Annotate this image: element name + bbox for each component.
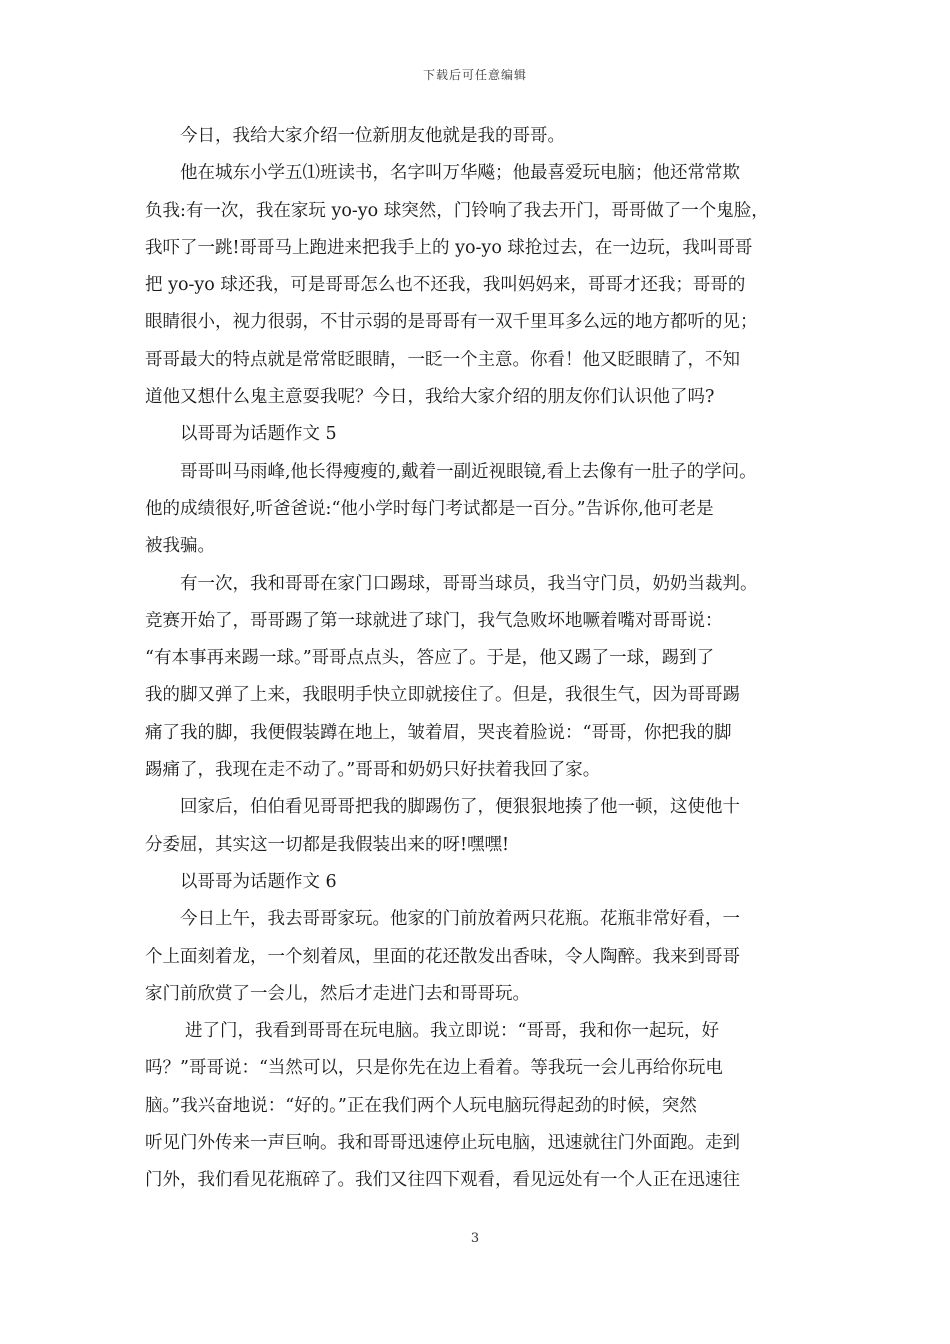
- text-line: 负我:有一次，我在家玩 yo-yo 球突然，门铃响了我去开门，哥哥做了一个鬼脸，: [145, 200, 769, 221]
- body-text: [145, 118, 810, 1200]
- text-line: 回家后，伯伯看见哥哥把我的脚踢伤了，便狠狠地揍了他一顿，这使他十: [180, 797, 740, 818]
- text-line: 把 yo-yo 球还我，可是哥哥怎么也不还我，我叫妈妈来，哥哥才还我；哥哥的: [145, 275, 746, 296]
- text-line: 分委屈，其实这一切都是我假装出来的呀!嘿嘿!: [145, 834, 510, 855]
- text-line: 道他又想什么鬼主意耍我呢？今日，我给大家介绍的朋友你们认识他了吗?: [145, 387, 715, 408]
- text-line: 吗？”哥哥说：“当然可以，只是你先在边上看着。等我玩一会儿再给你玩电: [145, 1058, 723, 1079]
- page-header: 下载后可任意编辑: [422, 68, 527, 82]
- text-line: 他在城东小学五⑴班读书，名字叫万华飚；他最喜爱玩电脑；他还常常欺: [180, 163, 740, 184]
- text-line: 今日，我给大家介绍一位新朋友他就是我的哥哥。: [180, 126, 565, 146]
- text-line: 我吓了一跳!哥哥马上跑进来把我手上的 yo-yo 球抢过去，在一边玩，我叫哥哥: [145, 237, 753, 258]
- text-line: 进了门，我看到哥哥在玩电脑。我立即说：“哥哥，我和你一起玩，好: [185, 1021, 719, 1042]
- text-line: 以哥哥为话题作文 6: [180, 871, 337, 892]
- page-number: 3: [470, 1231, 480, 1246]
- text-line: 我的脚又弹了上来，我眼明手快立即就接住了。但是，我很生气，因为哥哥踢: [145, 685, 740, 706]
- text-line: 脑。”我兴奋地说：“好的。”正在我们两个人玩电脑玩得起劲的时候，突然: [145, 1095, 697, 1116]
- text-line: 他的成绩很好,听爸爸说:“他小学时每门考试都是一百分。”告诉你,他可老是: [145, 498, 714, 519]
- text-line: 踢痛了，我现在走不动了。”哥哥和奶奶只好扶着我回了家。: [145, 760, 601, 781]
- text-line: 眼睛很小，视力很弱，不甘示弱的是哥哥有一双千里耳多么远的地方都听的见；: [145, 312, 758, 333]
- text-line: 个上面刻着龙，一个刻着凤，里面的花还散发出香味，令人陶醉。我来到哥哥: [145, 946, 740, 967]
- text-line: 痛了我的脚，我便假装蹲在地上，皱着眉，哭丧着脸说：“哥哥，你把我的脚: [145, 722, 732, 743]
- text-line: 家门前欣赏了一会儿，然后才走进门去和哥哥玩。: [145, 983, 530, 1004]
- text-line: 门外，我们看见花瓶碎了。我们又往四下观看，看见远处有一个人正在迅速往: [145, 1170, 740, 1191]
- text-line: 哥哥叫马雨峰,他长得瘦瘦的,戴着一副近视眼镜,看上去像有一肚子的学问。: [180, 461, 757, 482]
- text-line: 哥哥最大的特点就是常常眨眼睛，一眨一个主意。你看！他又眨眼睛了，不知: [145, 349, 740, 370]
- text-line: 被我骗。: [145, 536, 215, 557]
- text-line: 听见门外传来一声巨响。我和哥哥迅速停止玩电脑，迅速就往门外面跑。走到: [145, 1133, 740, 1154]
- text-line: 以哥哥为话题作文 5: [180, 424, 337, 445]
- text-line: 竞赛开始了，哥哥踢了第一球就进了球门，我气急败坏地噘着嘴对哥哥说：: [145, 610, 723, 631]
- text-line: 今日上午，我去哥哥家玩。他家的门前放着两只花瓶。花瓶非常好看，一: [180, 909, 740, 930]
- text-line: 有一次，我和哥哥在家门口踢球，哥哥当球员，我当守门员，奶奶当裁判。: [180, 573, 758, 594]
- text-line: “有本事再来踢一球。”哥哥点点头，答应了。于是，他又踢了一球，踢到了: [145, 648, 715, 669]
